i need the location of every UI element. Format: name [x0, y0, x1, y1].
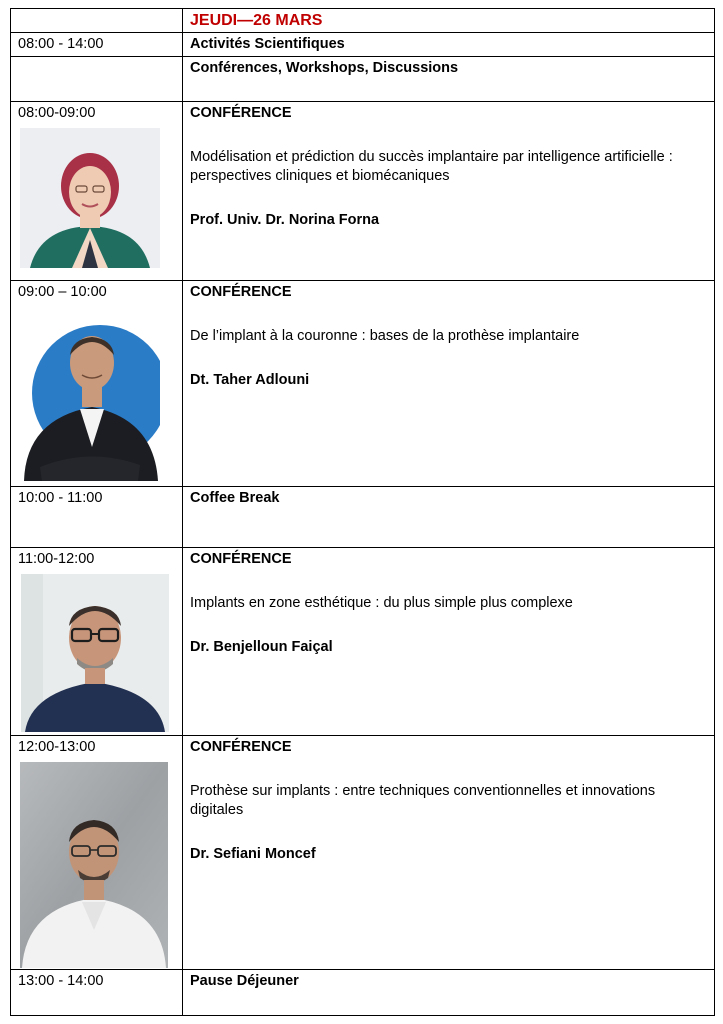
talk-title: Modélisation et prédiction du succès implantaire par intelligence artificielle : perspectives cliniques et biomécaniques — [190, 149, 673, 184]
session-type: CONFÉRENCE — [190, 739, 292, 755]
time-cell — [11, 57, 183, 102]
session-time: 12:00-13:00 — [18, 739, 96, 755]
session-time: 08:00-09:00 — [18, 105, 96, 121]
table-row — [11, 57, 715, 102]
speaker-photo-image — [20, 307, 160, 481]
session-content-cell — [183, 281, 715, 487]
agenda-table — [10, 8, 715, 1016]
talk-title: Implants en zone esthétique : du plus simple plus complexe — [190, 595, 573, 611]
session-row — [11, 281, 715, 487]
speaker-photo-image — [20, 762, 168, 968]
session-time: 11:00-12:00 — [18, 551, 95, 567]
session-time-cell — [11, 102, 183, 281]
session-time-cell — [11, 281, 183, 487]
session-time-cell — [11, 736, 183, 970]
session-type: CONFÉRENCE — [190, 105, 292, 121]
time-cell: 08:00 - 14:00 — [11, 33, 183, 57]
speaker-name: Dr. Benjelloun Faiçal — [190, 639, 333, 655]
speaker-photo — [20, 762, 175, 968]
table-row — [11, 33, 715, 57]
header-empty-cell — [11, 9, 183, 33]
session-time: 09:00 – 10:00 — [18, 284, 107, 300]
speaker-photo — [20, 307, 175, 481]
break-label: Coffee Break — [183, 487, 715, 548]
day-title: JEUDI—26 MARS — [183, 9, 715, 33]
speaker-name: Dr. Sefiani Moncef — [190, 846, 316, 862]
talk-title: Prothèse sur implants : entre techniques conventionnelles et innovations digitales — [190, 783, 656, 818]
session-row — [11, 548, 715, 736]
header-row — [11, 9, 715, 33]
break-row — [11, 970, 715, 1016]
talk-title: De l’implant à la couronne : bases de la prothèse implantaire — [190, 328, 580, 344]
speaker-name: Dt. Taher Adlouni — [190, 372, 310, 388]
session-row — [11, 102, 715, 281]
session-time-cell — [11, 548, 183, 736]
speaker-photo — [20, 128, 175, 268]
speaker-photo-image — [21, 574, 169, 732]
speaker-name: Prof. Univ. Dr. Norina Forna — [190, 212, 380, 228]
speaker-photo-image — [20, 128, 160, 268]
session-type: CONFÉRENCE — [190, 551, 292, 567]
session-content-cell — [183, 102, 715, 281]
session-content-cell — [183, 548, 715, 736]
break-row — [11, 487, 715, 548]
session-content-cell — [183, 736, 715, 970]
session-row — [11, 736, 715, 970]
activity-label: Conférences, Workshops, Discussions — [183, 57, 715, 102]
break-time: 10:00 - 11:00 — [11, 487, 183, 548]
activity-label: Activités Scientifiques — [183, 33, 715, 57]
session-type: CONFÉRENCE — [190, 284, 292, 300]
break-label: Pause Déjeuner — [183, 970, 715, 1016]
break-time: 13:00 - 14:00 — [11, 970, 183, 1016]
speaker-photo — [21, 574, 175, 732]
